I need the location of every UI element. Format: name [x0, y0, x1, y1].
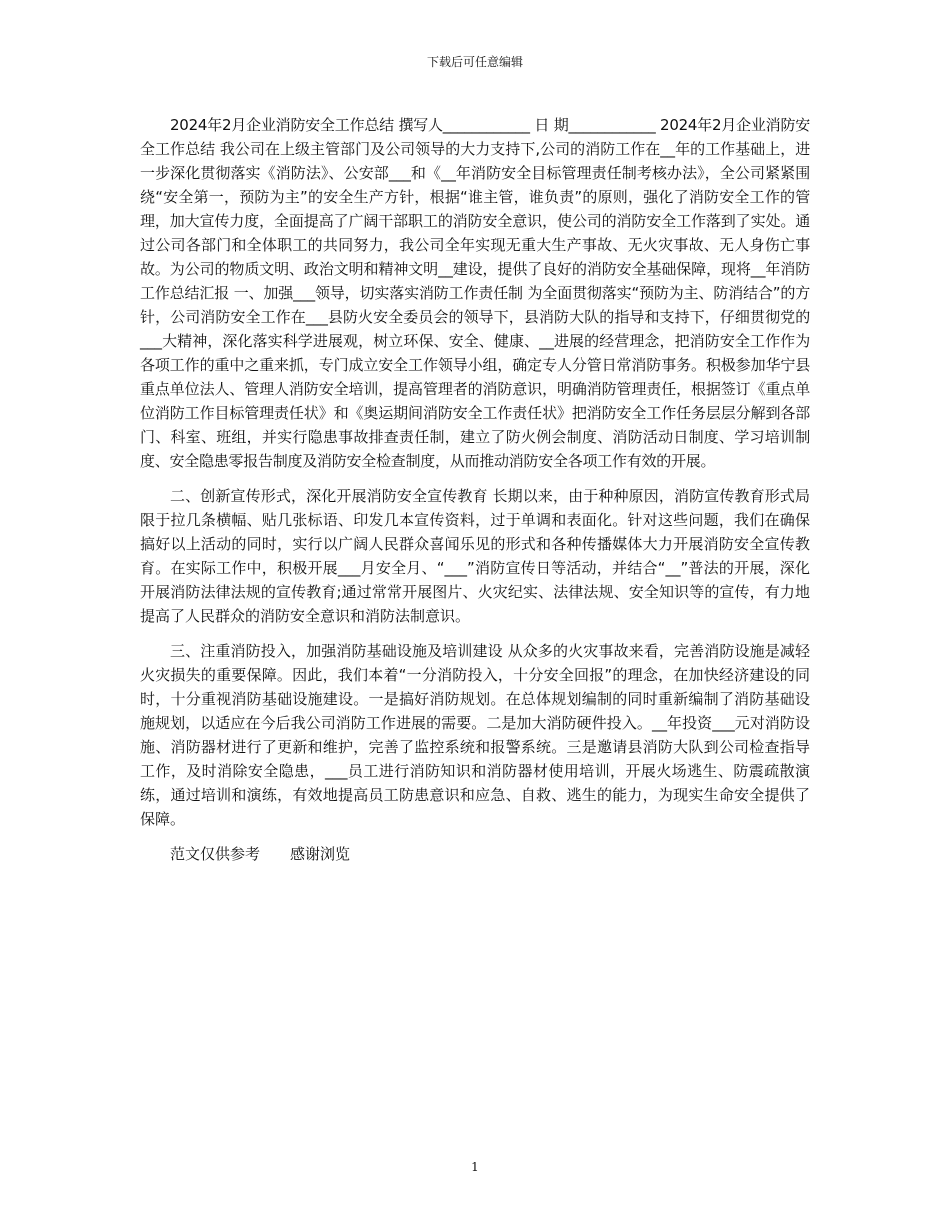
paragraph-3: 三、注重消防投入，加强消防基础设施及培训建设 从众多的火灾事故来看，完善消防设施是减轻火灾损失的重要保障。因此，我们本着“一分消防投入，十分安全回报”的理念，在加快经济建设的同时，十分重视消防基础设施建设。一是搞好消防规划。在总体规划编制的同时重新编制了消防基础设施规划，以适应在今后我公司消防工作进展的需要。二是加大消防硬件投入。__年投资___元对消防设施、消防器材进行了更新和维护，完善了监控系统和报警系统。三是邀请县消防大队到公司检查指导工作，及时消除安全隐患，___员工进行消防知识和消防器材使用培训，开展火场逃生、防震疏散演练，通过培训和演练，有效地提高员工防患意识和应急、自救、逃生的能力，为现实生命安全提供了保障。: [140, 642, 810, 828]
document-body: [140, 113, 810, 866]
paragraph-2: 二、创新宣传形式，深化开展消防安全宣传教育 长期以来，由于种种原因，消防宣传教育形式局限于拉几条横幅、贴几张标语、印发几本宣传资料，过于单调和表面化。针对这些问题，我们在确保搞好以上活动的同时，实行以广阔人民群众喜闻乐见的形式和各种传播媒体大力开展消防安全宣传教育。在实际工作中，积极开展___月安全月、“___”消防宣传日等活动，并结合“__”普法的开展，深化开展消防法律法规的宣传教育;通过常常开展图片、火灾纪实、法律法规、安全知识等的宣传，有力地提高了人民群众的消防安全意识和消防法制意识。: [140, 487, 810, 625]
closing-reference-note: 范文仅供参考: [170, 845, 261, 863]
page-number: 1: [471, 1160, 479, 1174]
closing-thanks-note: 感谢浏览: [290, 845, 351, 863]
paragraph-1: 2024年2月企业消防安全工作总结 撰写人____________ 日 期____________ 2024年2月企业消防安全工作总结 我公司在上级主管部门及公司领导的大力支持下,公司的消防工作在__年的工作基础上，进一步深化贯彻落实《消防法》、公安部___和《__年消防安全目标管理责任制考核办法》，全公司紧紧围绕“安全第一，预防为主”的安全生产方针，根据“谁主管，谁负责”的原则，强化了消防安全工作的管理，加大宣传力度，全面提高了广阔干部职工的消防安全意识，使公司的消防安全工作落到了实处。通过公司各部门和全体职工的共同努力，我公司全年实现无重大生产事故、无火灾事故、无人身伤亡事故。为公司的物质文明、政治文明和精神文明__建设，提供了良好的消防安全基础保障，现将__年消防工作总结汇报 一、加强___领导，切实落实消防工作责任制 为全面贯彻落实“预防为主、防消结合”的方针，公司消防安全工作在___县防火安全委员会的领导下，县消防大队的指导和支持下，仔细贯彻党的___大精神，深化落实科学进展观，树立环保、安全、健康、__进展的经营理念，把消防安全工作作为各项工作的重中之重来抓，专门成立安全工作领导小组，确定专人分管日常消防事务。积极参加华宁县重点单位法人、管理人消防安全培训，提高管理者的消防意识，明确消防管理责任，根据签订《重点单位消防工作目标管理责任状》和《奥运期间消防安全工作责任状》把消防安全工作任务层层分解到各部门、科室、班组，并实行隐患事故排查责任制，建立了防火例会制度、消防活动日制度、学习培训制度、安全隐患零报告制度及消防安全检查制度，从而推动消防安全各项工作有效的开展。: [140, 116, 810, 470]
header-note: 下载后可任意编辑: [426, 55, 523, 69]
closing-line: [140, 842, 810, 866]
